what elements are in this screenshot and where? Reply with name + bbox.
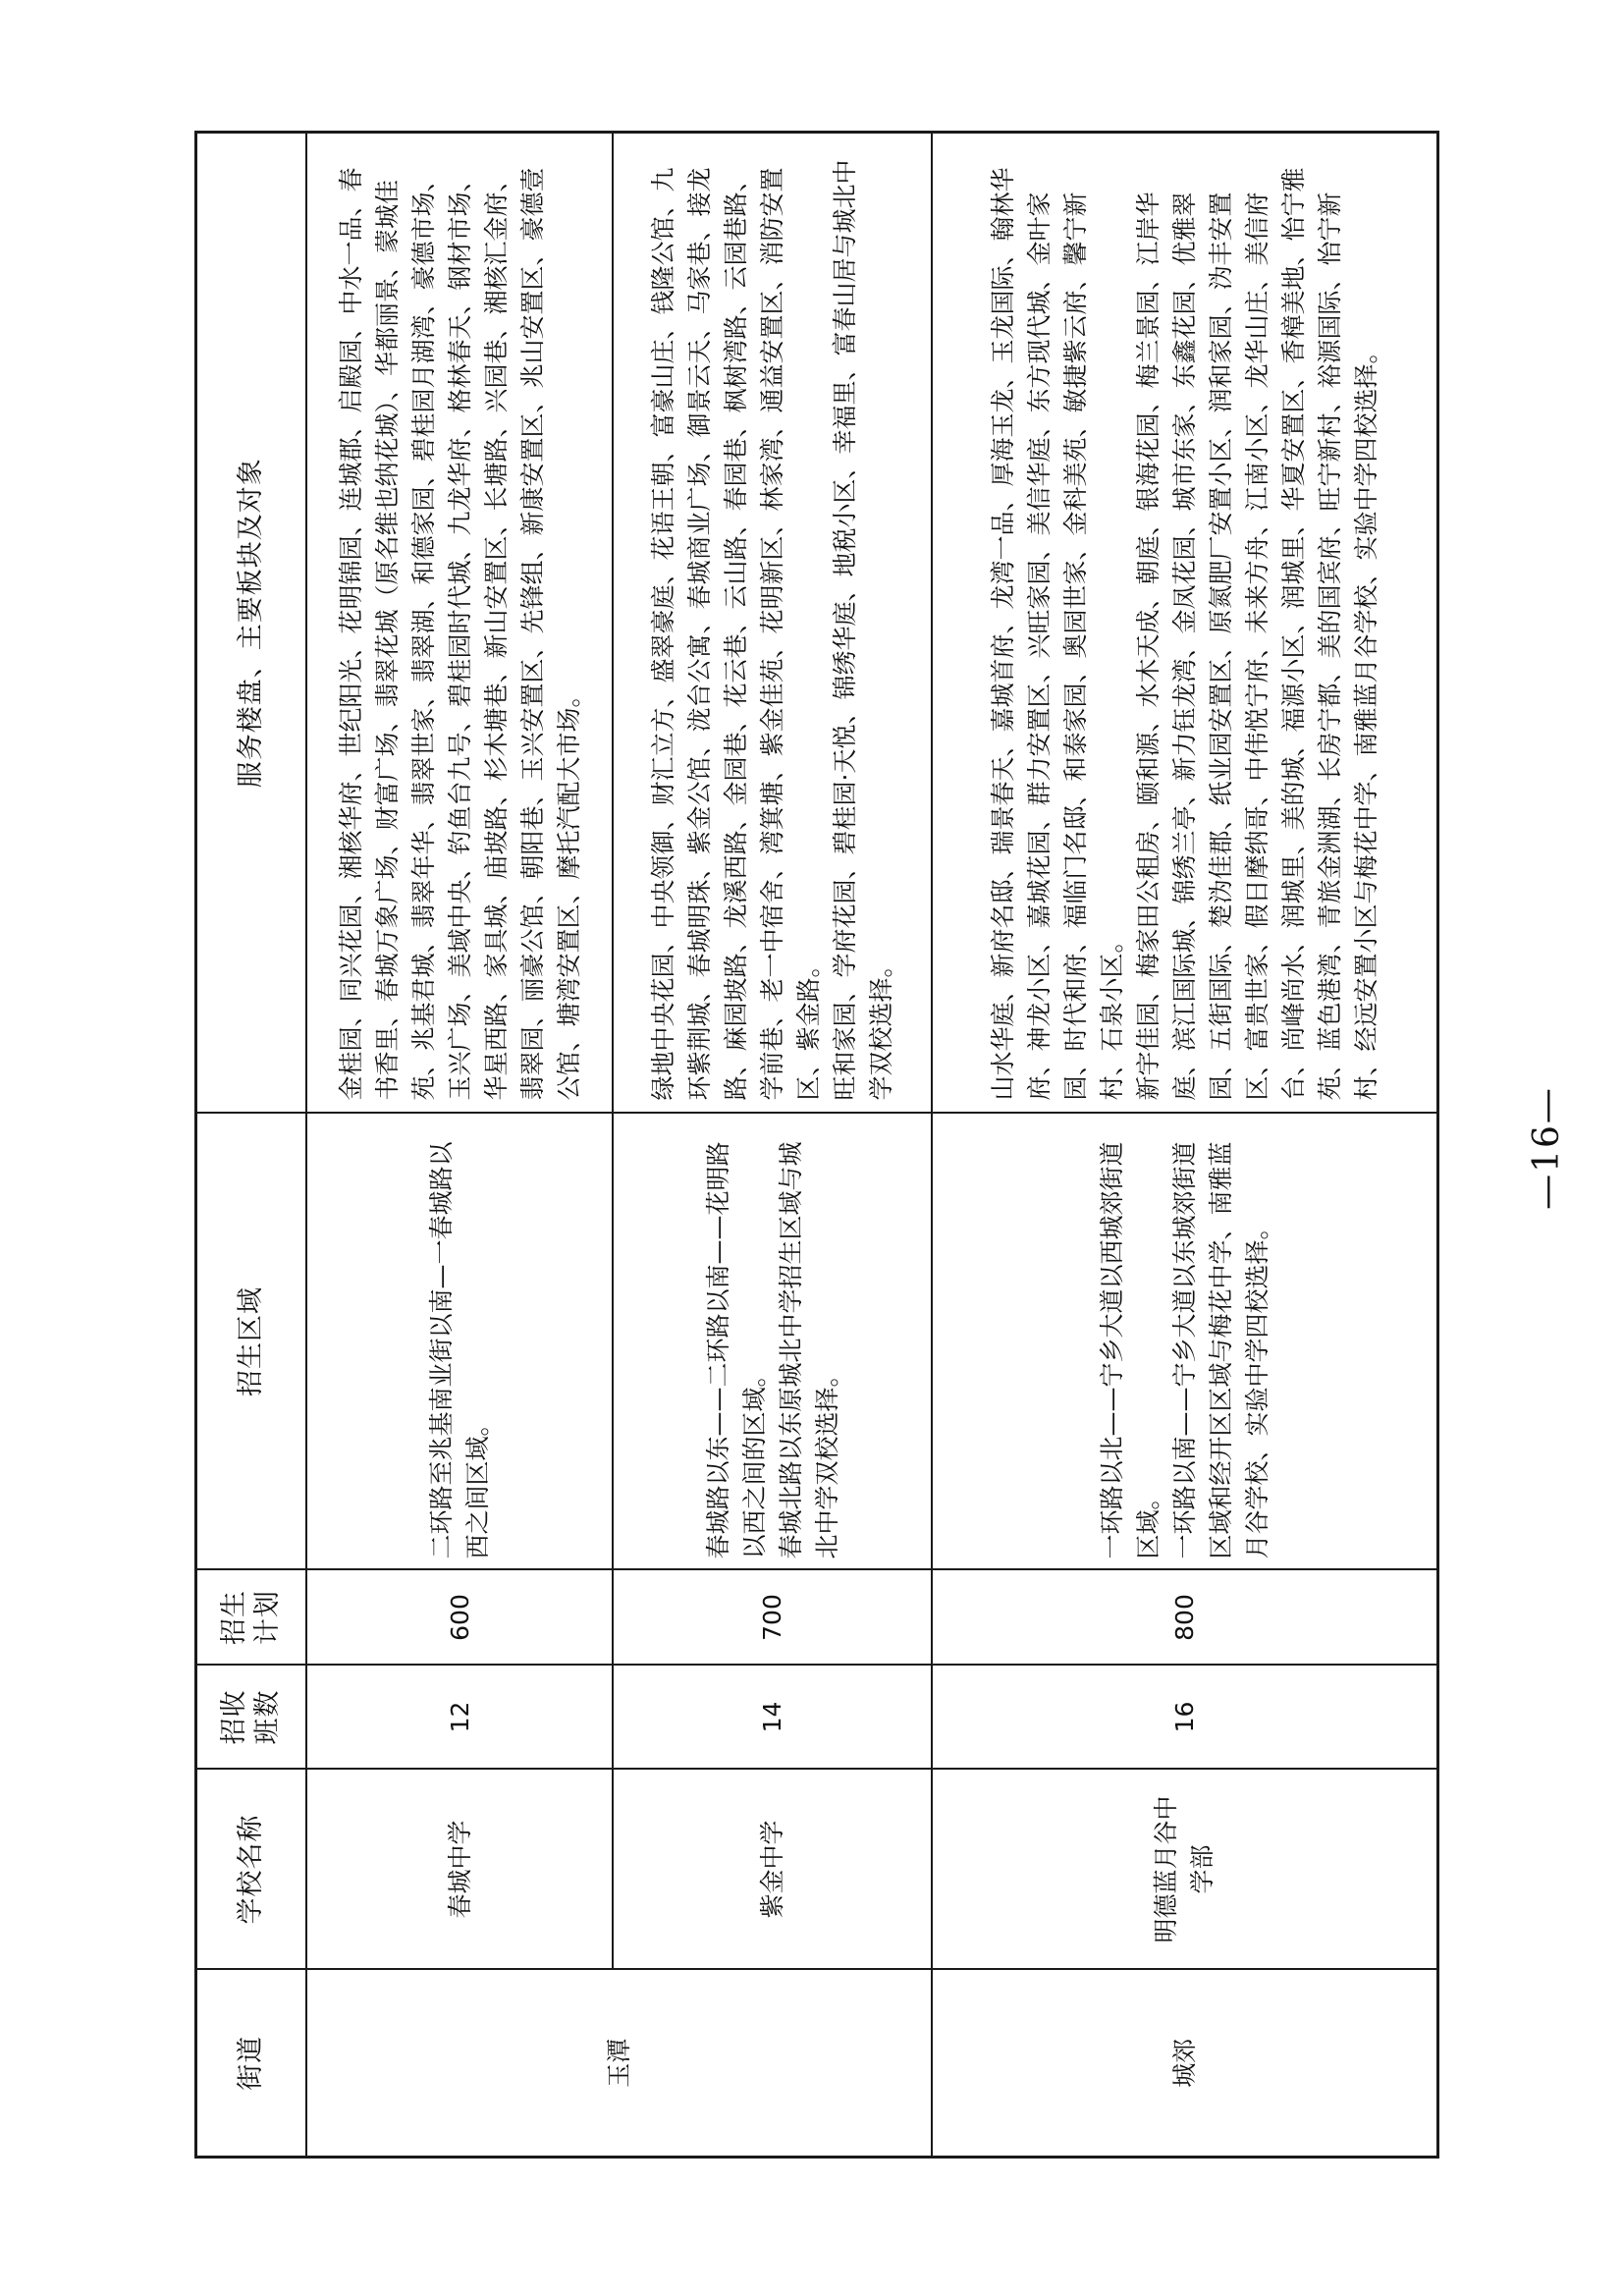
street-cell: 玉潭 [306, 1970, 932, 2158]
area-cell [306, 1114, 613, 1570]
classes-cell: 12 [306, 1666, 613, 1770]
street-cell: 城郊 [932, 1970, 1437, 2158]
header-street: 街道 [196, 1970, 307, 2158]
area-paragraph: 一环路以北——宁乡大道以西城郊街道区域。 [1097, 1141, 1163, 1559]
area-cell [613, 1114, 932, 1570]
classes-cell: 16 [932, 1666, 1437, 1770]
classes-cell: 14 [613, 1666, 932, 1770]
area-paragraph: 春城北路以东原城北中学招生区域与城北中学双校选择。 [776, 1141, 841, 1559]
area-paragraph: 二环路至兆基南业街以南—一春城路以西之间区域。 [427, 1141, 492, 1559]
plan-cell: 700 [613, 1570, 932, 1666]
properties-paragraph: 新宇佳园、梅家田公租房、颐和源、水木天成、朝庭、银海花园、梅兰景园、江岸华庭、滨江国际城、锦绣兰亭、新力钰龙湾、金凤花园、城市东家、东鑫花园、优雅翠园、五街国际、楚沩佳郡、纸业园安置区、原氮肥厂安置小区、润和家园、沩丰安置区、富贵世家、假日摩纳哥、中伟悦宁府、未来方舟、江南小区、龙华山庄、美信府台、尚峰尚水、润城里、美的城、福源小区、润城里、华夏安置区、香樟美地、怡宁雅苑、蓝色港湾、青旅金洲湖、长房宁都、美的国宾府、旺宁新村、裕源国际、怡宁新村、经远安置小区与梅花中学、南雅蓝月谷学校、实验中学四校选择。 [1133, 167, 1380, 1101]
properties-paragraph: 旺和家园、学府花园、碧桂园·天悦、锦绣华庭、地税小区、幸福里、富春山居与城北中学双校选择。 [831, 159, 895, 1101]
header-school: 学校名称 [196, 1770, 307, 1970]
properties-cell [306, 133, 613, 1114]
properties-cell [613, 133, 932, 1114]
enrollment-table [194, 131, 1439, 2159]
school-cell: 明德蓝月谷中学部 [932, 1770, 1437, 1970]
page-number: —16— [1527, 1086, 1567, 1210]
header-properties: 服务楼盘、主要板块及对象 [196, 133, 307, 1114]
area-paragraph: 一环路以南——宁乡大道以东城郊街道区域和经开区区域与梅花中学、南雅蓝月谷学校、实验中学四校选择。 [1169, 1141, 1271, 1559]
properties-paragraph: 金桂园、同兴花园、湘核华府、世纪阳光、花明锦园、连城郡、启殿园、中水一品、春书香里、春城万象广场、财富广场、翡翠花城（原名维也纳花城）、华都丽景、蒙城佳苑、兆基君城、翡翠年华、翡翠世家、翡翠湖、和德家园、碧桂园月湖湾、豪德市场、玉兴广场、美域中央、钓鱼台九号、碧桂园时代城、九龙华府、格林春天、钢材市场、华星西路、家具城、庙坡路、杉木塘巷、新山安置区、长塘路、兴园巷、湘核汇金府、翡翠园、丽豪公馆、朝阳巷、玉兴安置区、先锋组、新康安置区、兆山安置区、豪德壹公馆、塘湾安置区、摩托汽配大市场。 [336, 167, 583, 1101]
school-cell: 春城中学 [306, 1770, 613, 1970]
properties-paragraph: 山水华庭、新府名邸、瑞景春天、嘉城首府、龙湾一品、厚海玉龙、玉龙国际、翰林华府、神龙小区、嘉城花园、群力安置区、兴旺家园、美信华庭、东方现代城、金叶家园、时代和府、福临门名邸、和泰家园、奥园世家、金科美苑、敏捷紫云府、馨宁新村、石泉小区。 [988, 167, 1126, 1101]
school-cell: 紫金中学 [613, 1770, 932, 1970]
header-plan: 招生计划 [196, 1570, 307, 1666]
table-row [306, 133, 613, 2158]
header-area: 招生区域 [196, 1114, 307, 1570]
plan-cell: 600 [306, 1570, 613, 1666]
header-classes: 招收班数 [196, 1666, 307, 1770]
area-paragraph: 春城路以东——二环路以南——花明路以西之间的区域。 [703, 1141, 769, 1559]
plan-cell: 800 [932, 1570, 1437, 1666]
table-header-row [196, 133, 307, 2158]
properties-cell [932, 133, 1437, 1114]
table-row [613, 133, 932, 2158]
properties-paragraph: 绿地中央花园、中央领御、财汇立方、盛翠豪庭、花语王朝、富豪山庄、钱隆公馆、九环紫荆城、春城明珠、紫金公馆、泷台公寓、春城商业广场、御景云天、马家巷、接龙路、麻园坡路、龙溪西路、金园巷、花云巷、云山路、春园巷、枫树湾路、云园巷路、学前巷、老一中宿舍、湾箕塘、紫金佳苑、花明新区、林家湾、通益安置区、消防安置区、紫金路。 [649, 167, 823, 1101]
table-row [932, 133, 1437, 2158]
area-cell [932, 1114, 1437, 1570]
